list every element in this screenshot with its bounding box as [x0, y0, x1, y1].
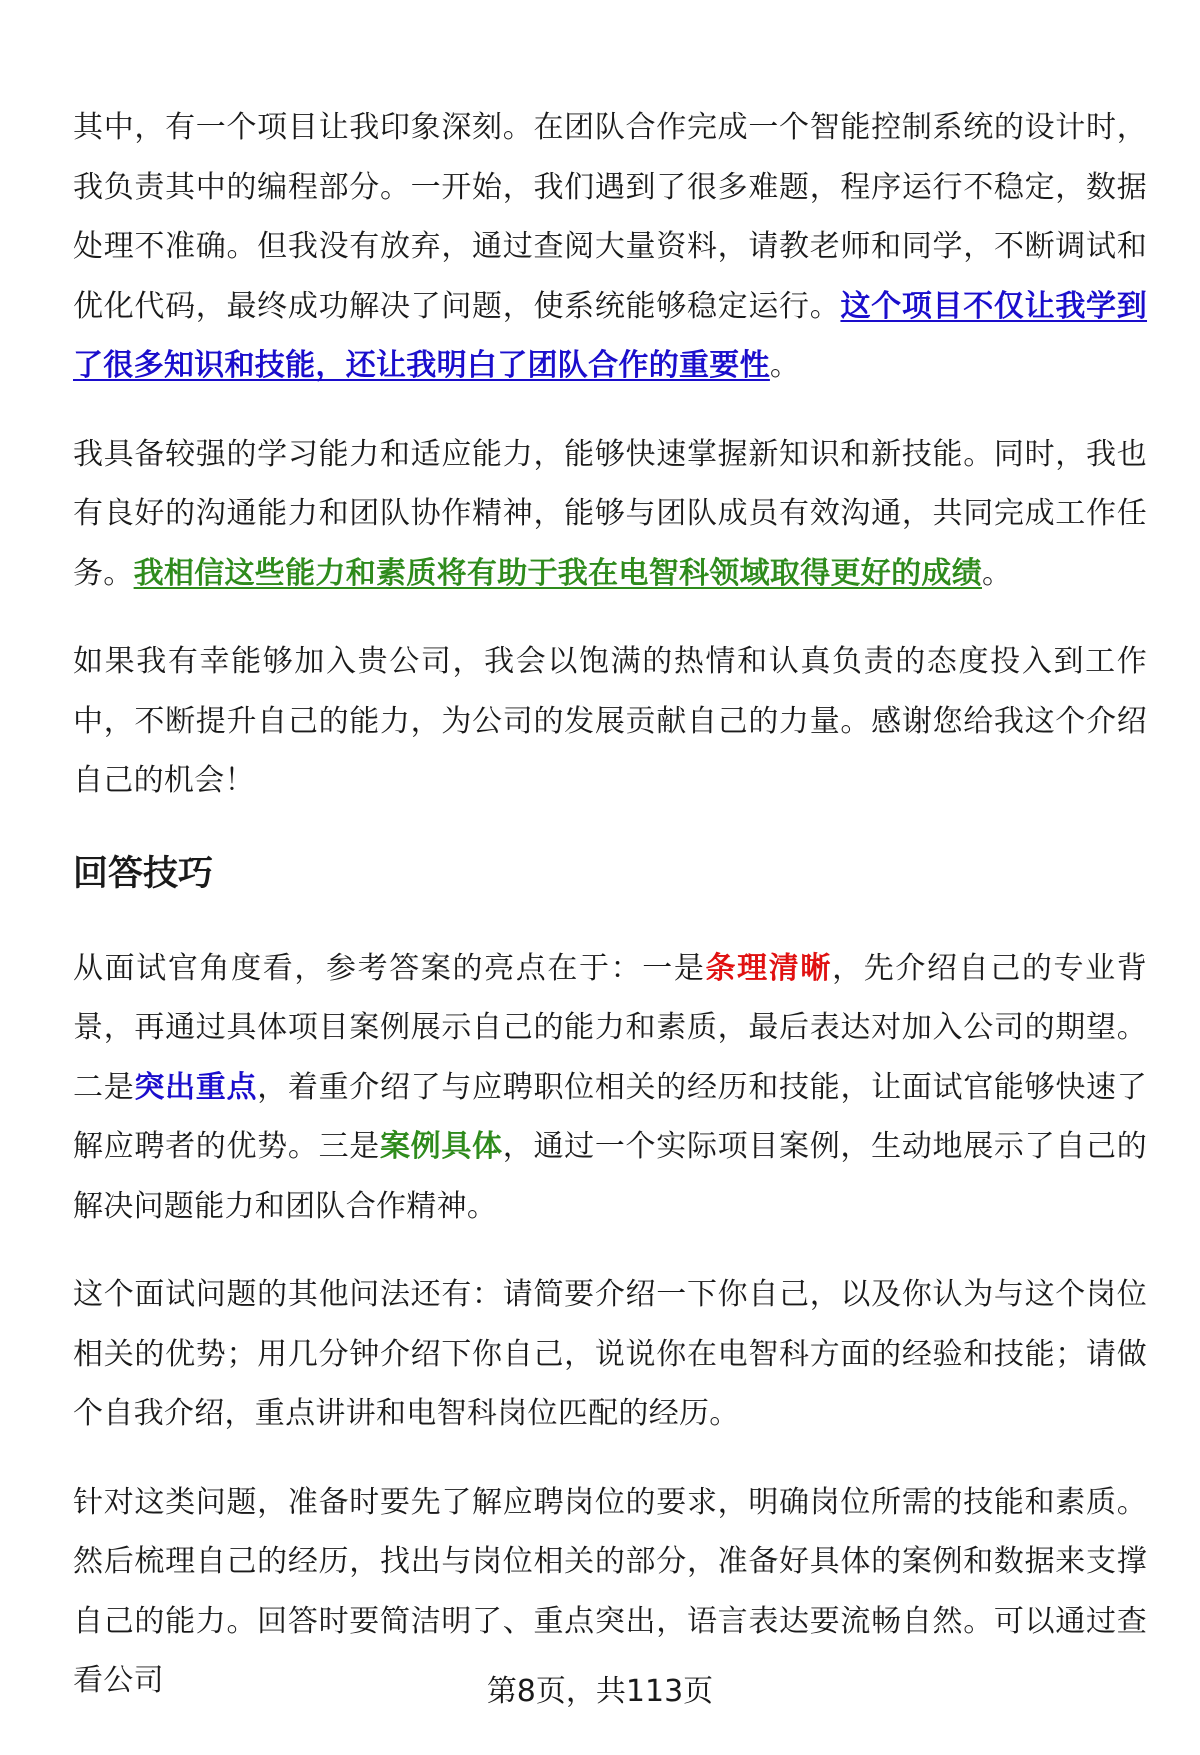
paragraph-project-experience: [73, 98, 1147, 396]
highlight-green-link[interactable]: 我相信这些能力和素质将有助于我在电智科领域取得更好的成绩: [133, 555, 983, 591]
keyword-green: 案例具体: [379, 1129, 503, 1164]
tips-text-c: ，先介绍自己的专业背景，再通过具体项目案例展示自己的能力和素质，最后表达对加入公司的期望。二是: [73, 950, 1148, 1105]
keyword-red: 条理清晰: [705, 950, 833, 986]
page-number-footer: 第8页，共113页: [486, 1674, 714, 1709]
tips-text-a: 从面试官角度看，参考答案的亮点在于：一是: [73, 950, 706, 986]
paragraph-text: 这个面试问题的其他问法还有：请简要介绍一下你自己，以及你认为与这个岗位相关的优势；用几分钟介绍下你自己，说说你在电智科方面的经验和技能；请做个自我介绍，重点讲讲和电智科岗位匹配的经历。: [73, 1277, 1147, 1431]
paragraph-closing: [73, 632, 1147, 811]
paragraph-text: 其中，有一个项目让我印象深刻。在团队合作完成一个智能控制系统的设计时，我负责其中的编程部分。一开始，我们遇到了很多难题，程序运行不稳定，数据处理不准确。但我没有放弃，通过查阅大量资料，请教老师和同学，不断调试和优化代码，最终成功解决了问题，使系统能够稳定运行。: [73, 110, 1147, 324]
page-content: [73, 98, 1147, 1740]
section-heading: 回答技巧: [73, 853, 214, 894]
paragraph-end: 。: [769, 348, 801, 383]
highlight-blue-link[interactable]: 这个项目不仅让我学到了很多知识和技能，还让我明白了团队合作的重要性: [73, 288, 1148, 383]
paragraph-text: 针对这类问题，准备时要先了解应聘岗位的要求，明确岗位所需的技能和素质。然后梳理自己的经历，找出与岗位相关的部分，准备好具体的案例和数据来支撑自己的能力。回答时要简洁明了、重点突出，语言表达要流畅自然。可以通过查看公司: [73, 1484, 1147, 1698]
paragraph-text: 如果我有幸能够加入贵公司，我会以饱满的热情和认真负责的态度投入到工作中，不断提升自己的能力，为公司的发展贡献自己的力量。感谢您给我这个介绍自己的机会！: [73, 644, 1147, 798]
paragraph-end: 。: [982, 555, 1013, 591]
keyword-blue: 突出重点: [134, 1069, 258, 1105]
tips-text-e: ，着重介绍了与应聘职位相关的经历和技能，让面试官能够快速了解应聘者的优势。三是: [73, 1069, 1148, 1164]
paragraph-alt-questions: [73, 1265, 1147, 1444]
paragraph-abilities: [73, 425, 1147, 604]
tips-text-g: ，通过一个实际项目案例，生动地展示了自己的解决问题能力和团队合作精神。: [73, 1129, 1147, 1224]
paragraph-tips-highlights: [73, 939, 1147, 1237]
paragraph-text: 我具备较强的学习能力和适应能力，能够快速掌握新知识和新技能。同时，我也有良好的沟通能力和团队协作精神，能够与团队成员有效沟通，共同完成工作任务。: [73, 436, 1147, 591]
